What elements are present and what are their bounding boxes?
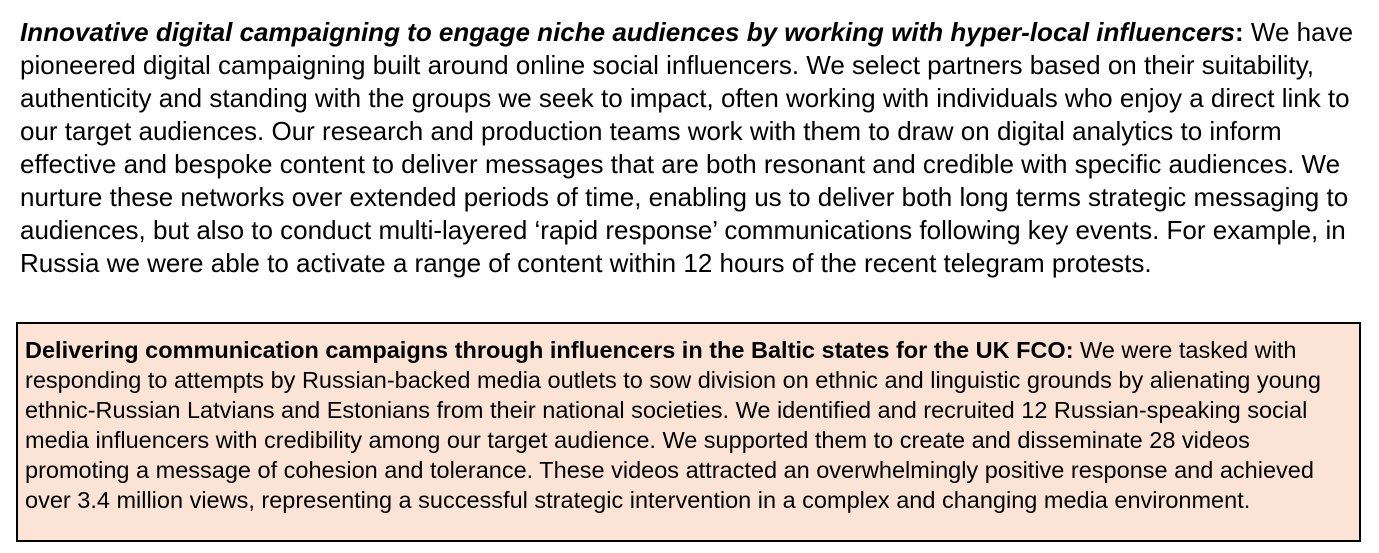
intro-lead-heading: Innovative digital campaigning to engage niche audiences by working with hyper-local influencers — [20, 17, 1236, 47]
case-study-body-text: We were tasked with responding to attempts by Russian-backed media outlets to sow division on ethnic and linguistic grounds by alienating young ethnic-Russian Latvians and Estonians from their national societies. We identified and recruited 12 Russian-speaking social media influencers with credibility among our target audience. We supported them to create and disseminate 28 videos promoting a message of cohesion and tolerance. These videos attracted an overwhelmingly positive response and achieved over 3.4 million views, representing a successful strategic intervention in a complex and changing media environment. — [25, 337, 1321, 513]
case-study-paragraph — [25, 336, 1353, 515]
case-study-box — [16, 322, 1361, 542]
intro-body-text: We have pioneered digital campaigning built around online social influencers. We select partners based on their suitability, authenticity and standing with the groups we seek to impact, often working with individuals who enjoy a direct link to our target audiences. Our research and production teams work with them to draw on digital analytics to inform effective and bespoke content to deliver messages that are both resonant and credible with specific audiences. We nurture these networks over extended periods of time, enabling us to deliver both long terms strategic messaging to audiences, but also to conduct multi-layered ‘rapid response’ communications following key events. For example, in Russia we were able to activate a range of content within 12 hours of the recent telegram protests. — [20, 17, 1354, 278]
intro-lead-colon: : — [1235, 17, 1244, 47]
intro-paragraph — [20, 16, 1365, 280]
case-study-title: Delivering communication campaigns through influencers in the Baltic states for the UK FCO: — [25, 337, 1074, 363]
